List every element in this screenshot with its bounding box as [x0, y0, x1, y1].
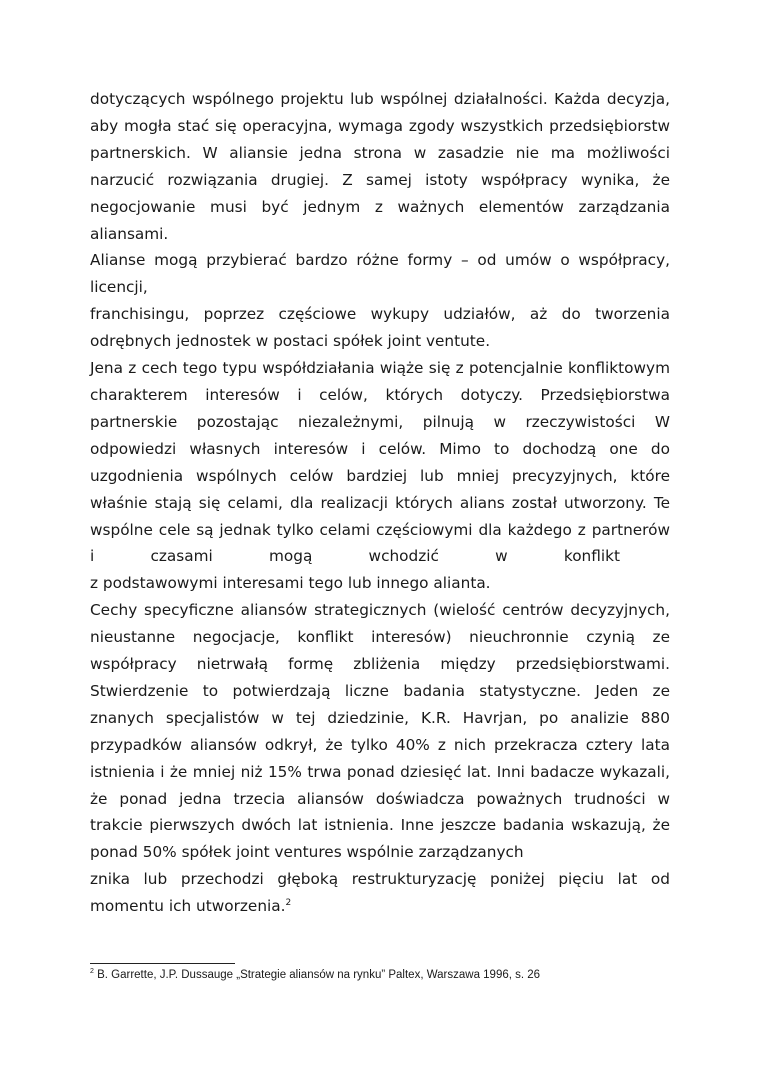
text-line-content: nieustanne negocjacje, konflikt interesów) nieuchronnie czynią ze — [90, 628, 670, 647]
footnote-reference: 2 — [285, 898, 292, 909]
text-line — [90, 409, 670, 436]
text-line — [90, 597, 670, 624]
text-line-content: momentu ich utworzenia. — [90, 897, 286, 916]
text-line-content: aby mogła stać się operacyjna, wymaga zgody wszystkich przedsiębiorstw — [90, 116, 670, 135]
text-line — [90, 543, 620, 570]
text-line — [90, 786, 670, 813]
footnote-separator — [90, 963, 235, 964]
text-line-content: odrębnych jednostek w postaci spółek joint ventute. — [90, 332, 491, 351]
text-line-content: z podstawowymi interesami tego lub innego alianta. — [90, 574, 491, 593]
footnote — [90, 968, 540, 983]
text-line-content: uzgodnienia wspólnych celów bardziej lub mniej precyzyjnych, które — [90, 466, 670, 485]
text-line — [90, 517, 670, 544]
text-line — [90, 382, 670, 409]
text-line-content: licencji, — [90, 278, 148, 297]
document-body — [90, 86, 670, 920]
text-line-content: przypadków aliansów odkrył, że tylko 40% z nich przekracza cztery lata — [90, 735, 670, 754]
text-line — [90, 247, 670, 274]
text-line-content: charakterem interesów i celów, których dotyczy. Przedsiębiorstwa — [90, 385, 670, 404]
text-line-content: że ponad jedna trzecia aliansów doświadcza poważnych trudności w — [90, 789, 670, 808]
text-line — [90, 140, 670, 167]
text-line-content: współpracy nietrwałą formę zbliżenia między przedsiębiorstwami. — [90, 655, 670, 674]
text-line — [90, 355, 670, 382]
text-line-content: aliansami. — [90, 224, 169, 243]
text-line — [90, 221, 670, 248]
text-line — [90, 274, 670, 301]
text-line-content: właśnie stają się celami, dla realizacji których alians został utworzony. Te — [90, 493, 670, 512]
text-line-content: partnerskich. W aliansie jedna strona w zasadzie nie ma możliwości — [90, 143, 670, 162]
text-line — [90, 328, 670, 355]
text-line — [90, 113, 670, 140]
text-line-content: partnerskie pozostając niezależnymi, pilnują w rzeczywistości W — [90, 412, 670, 431]
text-line — [90, 490, 670, 517]
footnote-mark: 2 — [90, 968, 94, 976]
text-line — [90, 301, 670, 328]
text-line — [90, 463, 670, 490]
text-line-content: Jena z cech tego typu współdziałania wiąże się z potencjalnie konfliktowym — [90, 359, 670, 378]
text-line — [90, 893, 670, 920]
text-line — [90, 167, 670, 194]
text-line-content: narzucić rozwiązania drugiej. Z samej istoty współpracy wynika, że — [90, 170, 670, 189]
text-line-content: Alianse mogą przybierać bardzo różne formy – od umów o współpracy, — [90, 251, 670, 270]
text-line-content: trakcie pierwszych dwóch lat istnienia. Inne jeszcze badania wskazują, że — [90, 816, 670, 835]
text-line-content: odpowiedzi własnych interesów i celów. Mimo to dochodzą one do — [90, 439, 670, 458]
text-line — [90, 436, 670, 463]
text-line — [90, 759, 670, 786]
text-line — [90, 839, 670, 866]
text-line — [90, 624, 670, 651]
text-line — [90, 866, 670, 893]
text-line-content: znanych specjalistów w tej dziedzinie, K.R. Havrjan, po analizie 880 — [90, 708, 670, 727]
text-line-content: Stwierdzenie to potwierdzają liczne badania statystyczne. Jeden ze — [90, 681, 670, 700]
text-line — [90, 732, 670, 759]
text-line — [90, 651, 670, 678]
text-line — [90, 705, 670, 732]
text-line-content: dotyczących wspólnego projektu lub wspólnej działalności. Każda decyzja, — [90, 90, 670, 108]
footnote-text: B. Garrette, J.P. Dussauge „Strategie aliansów na rynku” Paltex, Warszawa 1996, s. 26 — [93, 969, 541, 981]
text-line-content: franchisingu, poprzez częściowe wykupy udziałów, aż do tworzenia — [90, 305, 670, 324]
text-line-content: Cechy specyficzne aliansów strategicznych (wielość centrów decyzyjnych, — [90, 601, 670, 620]
text-line-content: wspólne cele są jednak tylko celami częściowymi dla każdego z partnerów — [90, 520, 670, 539]
text-line — [90, 570, 670, 597]
text-line-content: i czasami mogą wchodzić w konflikt — [90, 547, 620, 566]
text-line-content: znika lub przechodzi głęboką restrukturyzację poniżej pięciu lat od — [90, 870, 670, 889]
text-line-content: ponad 50% spółek joint ventures wspólnie zarządzanych — [90, 843, 524, 862]
text-line — [90, 194, 670, 221]
text-line — [90, 678, 670, 705]
text-line-content: istnienia i że mniej niż 15% trwa ponad dziesięć lat. Inni badacze wykazali, — [90, 762, 670, 781]
text-line — [90, 86, 670, 113]
text-line-content: negocjowanie musi być jednym z ważnych elementów zarządzania — [90, 197, 670, 216]
text-line — [90, 812, 670, 839]
